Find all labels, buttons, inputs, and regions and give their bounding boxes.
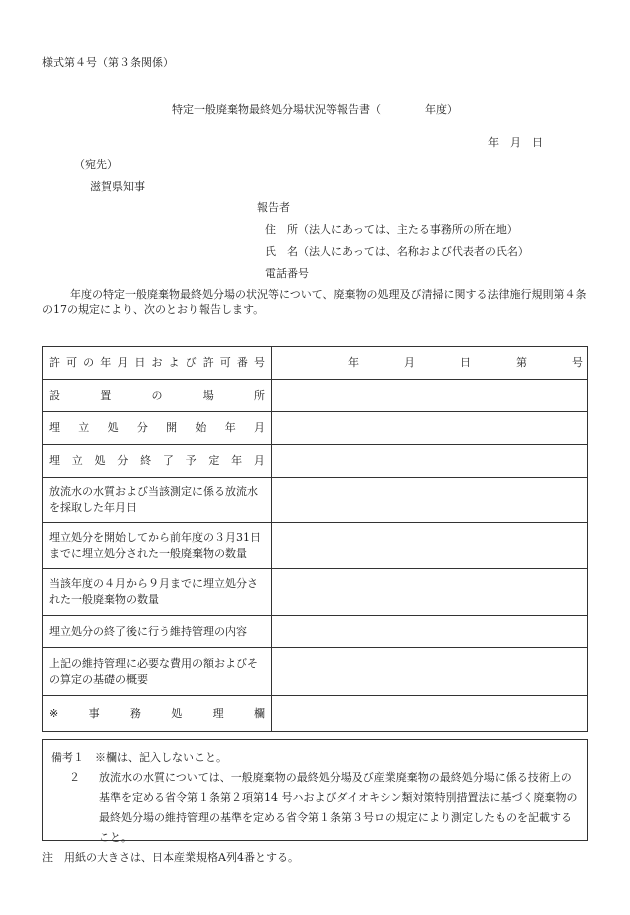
label-char: 終	[140, 454, 152, 467]
label-char: 置	[100, 388, 112, 402]
label-char: 欄	[253, 706, 265, 720]
remark-item-1: 備考１ ※欄は、記入しないこと。	[51, 751, 227, 764]
table-row	[43, 412, 588, 445]
label-char: 埋	[49, 454, 60, 467]
label-char: 可	[219, 356, 231, 369]
row-label-cost: 上記の維持管理に必要な費用の額およびその算定の基礎の概要	[43, 648, 272, 696]
table-row	[43, 569, 588, 616]
current-amount-value-cell	[272, 569, 588, 616]
row-label-maintenance: 埋立処分の終了後に行う維持管理の内容	[43, 616, 272, 648]
intro-paragraph: 年度の特定一般廃棄物最終処分場の状況等について、廃棄物の処理及び清掃に関する法律施行規則第４条の17の規定により、次のとおり報告します。	[42, 288, 587, 316]
row-label-current-amount: 当該年度の４月から９月までに埋立処分された一般廃棄物の数量	[43, 569, 272, 616]
label-char: 場	[202, 388, 214, 402]
label-char: 月	[253, 454, 265, 467]
reporter-label: 報告者	[257, 201, 290, 214]
label-char: 所	[254, 388, 265, 402]
maintenance-value-cell	[272, 616, 588, 648]
document-title: 特定一般廃棄物最終処分場状況等報告書（ 年度）	[172, 103, 458, 116]
label-char: 月	[117, 356, 129, 369]
report-date: 年 月 日	[488, 136, 543, 149]
label-char: 始	[195, 421, 207, 434]
label-char: 処	[94, 454, 106, 467]
label-char: の	[83, 356, 95, 369]
label-char: 埋	[49, 421, 60, 434]
report-table	[42, 346, 588, 732]
row-label-office-use	[43, 696, 272, 732]
permit-value-cell	[272, 347, 588, 380]
permit-value-part: 第	[516, 356, 527, 369]
label-char: 月	[253, 421, 265, 434]
label-char: び	[185, 356, 197, 369]
table-row	[43, 523, 588, 569]
label-char: 定	[208, 454, 220, 467]
cost-value-cell	[272, 648, 588, 696]
water-quality-value-cell	[272, 478, 588, 523]
label-char: 事	[88, 706, 100, 720]
label-char: 号	[253, 356, 265, 369]
table-row	[43, 445, 588, 478]
table-row	[43, 347, 588, 380]
permit-value-part: 日	[460, 356, 471, 369]
label-char: 日	[134, 356, 146, 369]
form-number: 様式第４号（第３条関係）	[42, 56, 174, 69]
table-row	[43, 478, 588, 523]
end-value-cell	[272, 445, 588, 478]
reporter-name-field: 氏 名（法人にあっては、名称および代表者の氏名）	[265, 245, 529, 258]
label-char: 年	[231, 454, 243, 467]
label-char: 許	[202, 356, 214, 369]
label-char: 処	[171, 706, 183, 720]
table-row	[43, 648, 588, 696]
reporter-phone-field: 電話番号	[265, 267, 309, 280]
paper-size-note: 注 用紙の大きさは、日本産業規格A列4番とする。	[42, 851, 299, 864]
label-char: 年	[224, 421, 236, 434]
label-char: 可	[66, 356, 78, 369]
previous-amount-value-cell	[272, 523, 588, 569]
governor-name: 滋賀県知事	[90, 180, 145, 193]
label-char: 分	[117, 454, 129, 467]
table-row	[43, 616, 588, 648]
remarks-box	[42, 739, 588, 844]
office-use-value-cell	[272, 696, 588, 732]
row-label-permit	[43, 347, 272, 380]
label-char: の	[151, 388, 163, 402]
row-label-location	[43, 380, 272, 412]
permit-value-part: 号	[572, 356, 583, 369]
label-char: 処	[107, 421, 119, 434]
label-char: よ	[168, 356, 180, 369]
label-char: 立	[71, 454, 83, 467]
location-value-cell	[272, 380, 588, 412]
addressee-label: （宛先）	[74, 158, 118, 171]
row-label-end	[43, 445, 272, 478]
label-char: 立	[78, 421, 90, 434]
label-char: 務	[129, 706, 141, 720]
permit-value-part: 年	[348, 356, 359, 369]
label-char: 開	[166, 421, 178, 434]
remark-item-2	[51, 768, 579, 848]
remark-item-2-number: ２	[69, 771, 80, 784]
table-row	[43, 696, 588, 732]
reporter-address-field: 住 所（法人にあっては、主たる事務所の所在地）	[265, 223, 518, 236]
row-label-start	[43, 412, 272, 445]
row-label-previous-amount: 埋立処分を開始してから前年度の３月31日までに埋立処分された一般廃棄物の数量	[43, 523, 272, 569]
label-char: お	[151, 356, 163, 369]
start-value-cell	[272, 412, 588, 445]
row-label-water-quality: 放流水の水質および当該測定に係る放流水を採取した年月日	[43, 478, 272, 523]
label-char: 了	[162, 454, 174, 467]
label-char: 理	[212, 706, 224, 720]
label-char: 年	[100, 356, 112, 369]
label-char: 予	[185, 454, 197, 467]
label-char: 番	[236, 356, 248, 369]
label-char: 分	[136, 421, 148, 434]
table-row	[43, 380, 588, 412]
remark-item-2-text: 放流水の水質については、一般廃棄物の最終処分場及び産業廃棄物の最終処分場に係る技術上の基準を定める省令第１条第２項第14 号ハおよびダイオキシン類対策特別措置法に基づく廃棄物の最終処分場の維持管理の基準を定める省令第１条第３号ロの規定により測定したものを記載すること。	[99, 771, 578, 844]
permit-value-part: 月	[404, 356, 415, 369]
label-char: 許	[49, 356, 60, 369]
label-char: 設	[49, 388, 60, 402]
label-char: ※	[49, 706, 59, 720]
